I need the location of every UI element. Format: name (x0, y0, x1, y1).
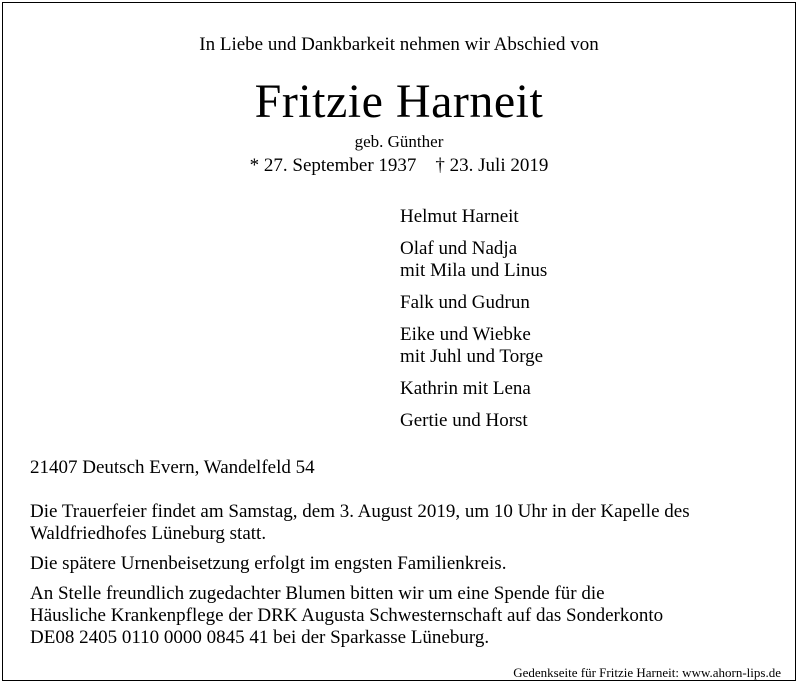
info-line: DE08 2405 0110 0000 0845 41 bei der Sparkasse Lüneburg. (30, 627, 490, 648)
maiden-name: geb. Günther (354, 132, 444, 151)
mourner-line: Kathrin mit Lena (400, 378, 531, 399)
mourner-group (400, 206, 547, 228)
mourner-line: Olaf und Nadja (400, 238, 518, 259)
mourner-line: mit Juhl und Torge (400, 346, 544, 367)
info-line: Waldfriedhofes Lüneburg statt. (30, 523, 267, 544)
mourner-group (400, 238, 547, 282)
memorial-page-link[interactable]: Gedenkseite für Fritzie Harneit: www.ahorn-lips.de (513, 665, 781, 680)
intro-text: In Liebe und Dankbarkeit nehmen wir Abschied von (199, 34, 599, 55)
funeral-info (30, 501, 790, 657)
funeral-service-paragraph (30, 501, 790, 545)
mourner-line: Helmut Harneit (400, 206, 519, 227)
mourner-line: Falk und Gudrun (400, 292, 530, 313)
mourner-line: Eike und Wiebke (400, 324, 531, 345)
mourner-group (400, 378, 547, 400)
info-line: An Stelle freundlich zugedachter Blumen bitten wir um eine Spende für die (30, 583, 605, 604)
mourners-list (400, 206, 547, 442)
mourner-line: Gertie und Horst (400, 410, 528, 431)
life-dates: * 27. September 1937 † 23. Juli 2019 (249, 155, 549, 176)
info-line: Häusliche Krankenpflege der DRK Augusta Schwesternschaft auf das Sonderkonto (30, 605, 664, 626)
deceased-name: Fritzie Harneit (254, 75, 544, 128)
mourner-group (400, 324, 547, 368)
info-line: Die Trauerfeier findet am Samstag, dem 3. August 2019, um 10 Uhr in der Kapelle des (30, 501, 690, 522)
obituary-notice (2, 2, 796, 681)
mourner-line: mit Mila und Linus (400, 260, 548, 281)
burial-paragraph (30, 553, 790, 575)
info-line: Die spätere Urnenbeisetzung erfolgt im engsten Familienkreis. (30, 553, 507, 574)
mourner-group (400, 410, 547, 432)
family-address: 21407 Deutsch Evern, Wandelfeld 54 (30, 457, 315, 478)
mourner-group (400, 292, 547, 314)
donation-paragraph (30, 583, 790, 649)
